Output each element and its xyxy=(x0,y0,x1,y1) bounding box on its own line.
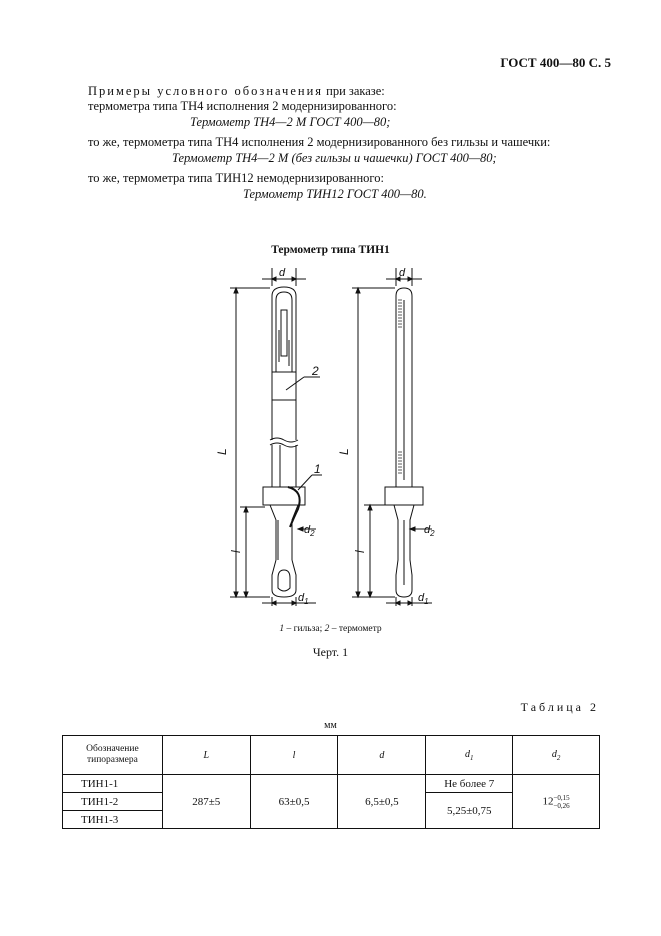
table-header-row xyxy=(63,736,600,775)
dim-l-left: l xyxy=(229,550,243,553)
examples-heading-suffix: при заказе: xyxy=(323,84,385,98)
figure-caption: Черт. 1 xyxy=(312,645,349,659)
cell-d1-b: 5,25±0,75 xyxy=(426,793,513,829)
row-designation-1: ТИН1-1 xyxy=(63,775,163,793)
cell-l: 63±0,5 xyxy=(250,775,338,829)
dim-l-right: l xyxy=(353,550,367,553)
dim-d-right: d xyxy=(399,267,406,279)
cell-L: 287±5 xyxy=(162,775,250,829)
dim-L-left: L xyxy=(215,448,229,455)
example-designation-2: Термометр ТН4—2 М (без гильзы и чашечки) ГОСТ 400—80; xyxy=(172,151,497,165)
page-header: ГОСТ 400—80 С. 5 xyxy=(500,55,611,70)
example-line-2: то же, термометра типа ТН4 исполнения 2 модернизированного без гильзы и чашечки: xyxy=(88,135,551,149)
cell-d1-a: Не более 7 xyxy=(426,775,513,793)
col-header-d1: $d_1$ xyxy=(426,736,513,775)
cell-d: 6,5±0,5 xyxy=(338,775,426,829)
dim-d1-left: $d_1$ xyxy=(298,592,309,606)
dim-d2-right: $d_2$ xyxy=(424,524,435,538)
cell-d2: 12−0,15 −0,26 xyxy=(513,775,600,829)
example-line-3: то же, термометра типа ТИН12 немодернизированного: xyxy=(88,171,384,185)
col-header-designation: Обозначение типоразмера xyxy=(63,736,163,775)
dim-d2-left: $d_2$ xyxy=(304,524,315,538)
table-row xyxy=(63,775,600,793)
example-designation-3: Термометр ТИН12 ГОСТ 400—80. xyxy=(243,187,427,201)
dim-d-left: d xyxy=(279,267,286,279)
col-header-L: L xyxy=(162,736,250,775)
spec-table xyxy=(62,735,600,829)
example-line-1: термометра типа ТН4 исполнения 2 модернизированного: xyxy=(88,99,397,113)
table-unit: мм xyxy=(324,720,337,731)
example-designation-1: Термометр ТН4—2 М ГОСТ 400—80; xyxy=(190,115,391,129)
row-designation-3: ТИН1-3 xyxy=(63,811,163,829)
part-label-2: 2 xyxy=(312,364,319,378)
right-thermometer xyxy=(337,267,435,606)
row-designation-2: ТИН1-2 xyxy=(63,793,163,811)
table-label: Таблица 2 xyxy=(520,700,599,714)
col-header-d: d xyxy=(338,736,426,775)
col-header-d2: $d_2$ xyxy=(513,736,600,775)
dim-L-right: L xyxy=(337,448,351,455)
part-label-1: 1 xyxy=(314,462,321,476)
col-header-l: l xyxy=(250,736,338,775)
figure-legend: 1 – гильза; 2 – термометр xyxy=(279,624,382,634)
figure-title: Термометр типа ТИН1 xyxy=(271,244,390,256)
left-thermometer xyxy=(215,267,322,606)
examples-heading-spaced: Примеры условного обозначения xyxy=(88,84,324,98)
dim-d1-right: $d_1$ xyxy=(418,592,429,606)
